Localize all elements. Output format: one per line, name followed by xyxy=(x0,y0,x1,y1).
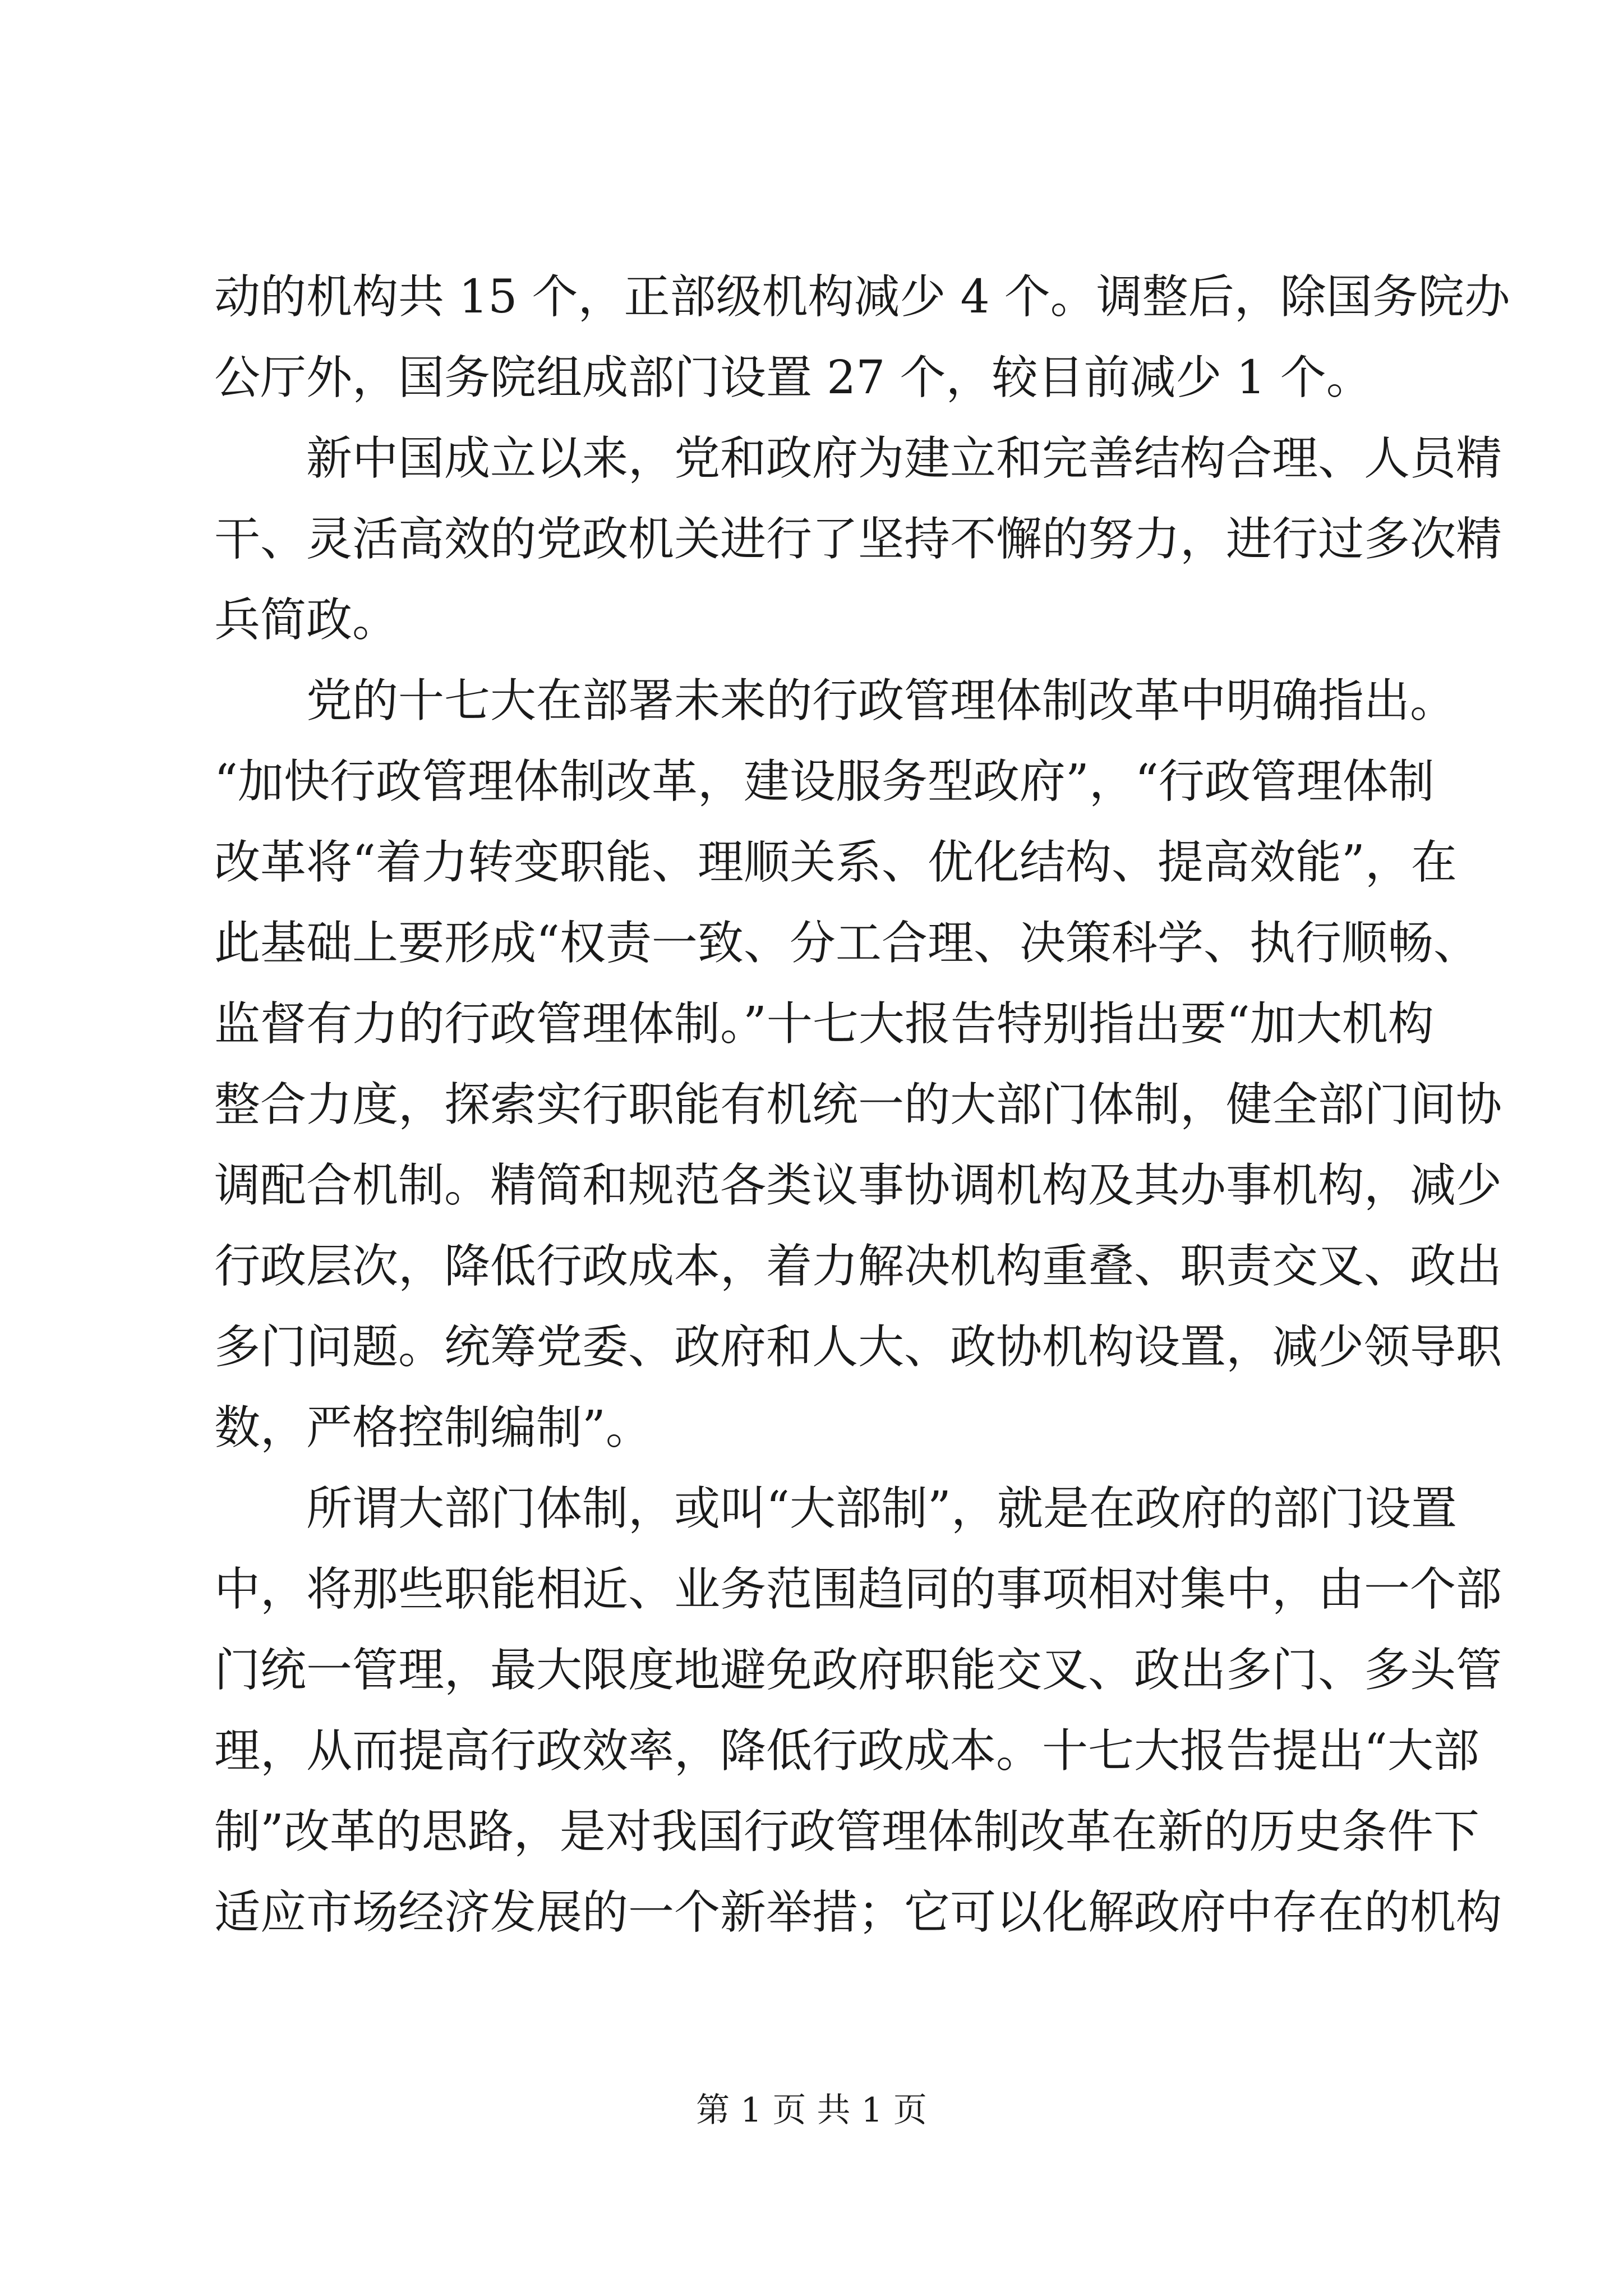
paragraph-3-line-10: 数，严格控制编制”。 xyxy=(214,1401,652,1455)
paragraph-4-line-4: 理，从而提高行政效率，降低行政成本。十七大报告提出“大部 xyxy=(214,1724,1479,1778)
paragraph-4-line-3: 门统一管理，最大限度地避免政府职能交叉、政出多门、多头管 xyxy=(214,1644,1502,1697)
paragraph-3-line-5: 监督有力的行政管理体制。”十七大报告特别指出要“加大机构 xyxy=(214,997,1434,1051)
paragraph-4-line-1: 所谓大部门体制，或叫“大部制”，就是在政府的部门设置 xyxy=(306,1482,1457,1535)
paragraph-3-line-1: 党的十七大在部署未来的行政管理体制改革中明确指出。 xyxy=(306,674,1456,728)
paragraph-3-line-3: 改革将“着力转变职能、理顺关系、优化结构、提高效能”，在 xyxy=(214,836,1457,889)
page-footer: 第 1 页 共 1 页 xyxy=(696,2091,927,2130)
paragraph-1-line-2: 公厅外，国务院组成部门设置 27 个，较目前减少 1 个。 xyxy=(214,351,1372,404)
paragraph-1-line-1: 动的机构共 15 个，正部级机构减少 4 个。调整后，除国务院办 xyxy=(214,270,1510,324)
paragraph-3-line-6: 整合力度，探索实行职能有机统一的大部门体制，健全部门间协 xyxy=(214,1078,1502,1131)
paragraph-4-line-2: 中，将那些职能相近、业务范围趋同的事项相对集中，由一个部 xyxy=(214,1563,1502,1616)
paragraph-2-line-2: 干、灵活高效的党政机关进行了坚持不懈的努力，进行过多次精 xyxy=(214,513,1502,566)
paragraph-3-line-7: 调配合机制。精简和规范各类议事协调机构及其办事机构，减少 xyxy=(214,1159,1502,1212)
paragraph-3-line-8: 行政层次，降低行政成本，着力解决机构重叠、职责交叉、政出 xyxy=(214,1240,1502,1293)
document-body xyxy=(214,257,1510,1953)
paragraph-2-line-3: 兵简政。 xyxy=(214,593,399,647)
paragraph-4-line-5: 制”改革的思路，是对我国行政管理体制改革在新的历史条件下 xyxy=(214,1805,1479,1858)
paragraph-2-line-1: 新中国成立以来，党和政府为建立和完善结构合理、人员精 xyxy=(306,432,1502,485)
paragraph-3-line-9: 多门问题。统筹党委、政府和人大、政协机构设置，减少领导职 xyxy=(214,1320,1502,1374)
paragraph-4-line-6: 适应市场经济发展的一个新举措；它可以化解政府中存在的机构 xyxy=(214,1886,1502,1939)
paragraph-3-line-4: 此基础上要形成“权责一致、分工合理、决策科学、执行顺畅、 xyxy=(214,917,1479,970)
paragraph-3-line-2: “加快行政管理体制改革，建设服务型政府”，“行政管理体制 xyxy=(214,755,1435,808)
